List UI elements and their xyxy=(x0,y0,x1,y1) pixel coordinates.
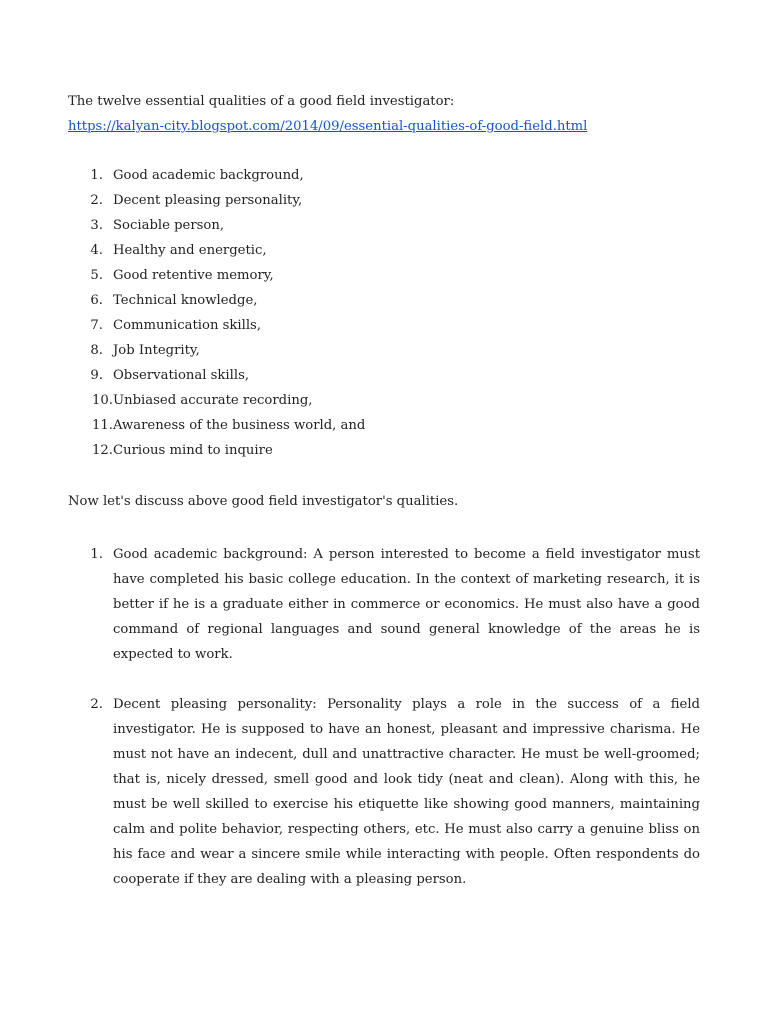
qualities-list xyxy=(68,167,365,467)
list-item-text: Good academic background, xyxy=(113,168,304,183)
list-item-text: Job Integrity, xyxy=(113,343,200,358)
list-item-text: Good retentive memory, xyxy=(113,268,274,283)
list-item-text: Sociable person, xyxy=(113,218,225,233)
detail-number: 2. xyxy=(90,697,103,712)
list-item-text: Communication skills, xyxy=(113,318,262,333)
list-item-number: 9. xyxy=(90,368,103,383)
list-item-number: 2. xyxy=(90,193,103,208)
list-item-number: 5. xyxy=(90,268,103,283)
list-item xyxy=(68,417,365,442)
discussion-intro: Now let's discuss above good field investigator's qualities. xyxy=(68,494,459,509)
detail-text: Good academic background: A person interested to become a field investigator must have completed his basic college education. In the context of marketing research, it is better if he is a graduate either in commerce or economics. He must also have a good command of regional languages and sound general knowledge of the areas he is expected to work. xyxy=(113,547,700,662)
list-item-number: 7. xyxy=(90,318,103,333)
list-item xyxy=(68,392,365,417)
list-item xyxy=(68,217,365,242)
detail-item xyxy=(68,542,700,667)
list-item xyxy=(68,267,365,292)
list-item-number: 3. xyxy=(90,218,103,233)
list-item-text: Awareness of the business world, and xyxy=(113,418,366,433)
list-item xyxy=(68,167,365,192)
list-item xyxy=(68,192,365,217)
list-item-text: Decent pleasing personality, xyxy=(113,193,303,208)
list-item-number: 4. xyxy=(90,243,103,258)
list-item xyxy=(68,242,365,267)
list-item-number: 8. xyxy=(90,343,103,358)
list-item xyxy=(68,442,365,467)
detail-number: 1. xyxy=(90,547,103,562)
detail-item xyxy=(68,692,700,892)
list-item-text: Healthy and energetic, xyxy=(113,243,267,258)
list-item xyxy=(68,342,365,367)
list-item-number: 12. xyxy=(92,443,113,458)
list-item-number: 11. xyxy=(92,418,113,433)
list-item-text: Technical knowledge, xyxy=(113,293,258,308)
list-item-number: 10. xyxy=(92,393,113,408)
list-item xyxy=(68,317,365,342)
source-link[interactable]: https://kalyan-city.blogspot.com/2014/09/essential-qualities-of-good-field.html xyxy=(68,119,588,134)
intro-text: The twelve essential qualities of a good field investigator: xyxy=(68,94,455,109)
list-item-number: 6. xyxy=(90,293,103,308)
list-item xyxy=(68,367,365,392)
list-item xyxy=(68,292,365,317)
list-item-text: Observational skills, xyxy=(113,368,250,383)
list-item-text: Curious mind to inquire xyxy=(113,443,273,458)
detail-text: Decent pleasing personality: Personality plays a role in the success of a field investigator. He is supposed to have an honest, pleasant and impressive charisma. He must not have an indecent, dull and unattractive character. He must be well-groomed; that is, nicely dressed, smell good and look tidy (neat and clean). Along with this, he must be well skilled to exercise his etiquette like showing good manners, maintaining calm and polite behavior, respecting others, etc. He must also carry a genuine bliss on his face and wear a sincere smile while interacting with people. Often respondents do cooperate if they are dealing with a pleasing person. xyxy=(113,697,700,887)
list-item-text: Unbiased accurate recording, xyxy=(113,393,313,408)
list-item-number: 1. xyxy=(90,168,103,183)
